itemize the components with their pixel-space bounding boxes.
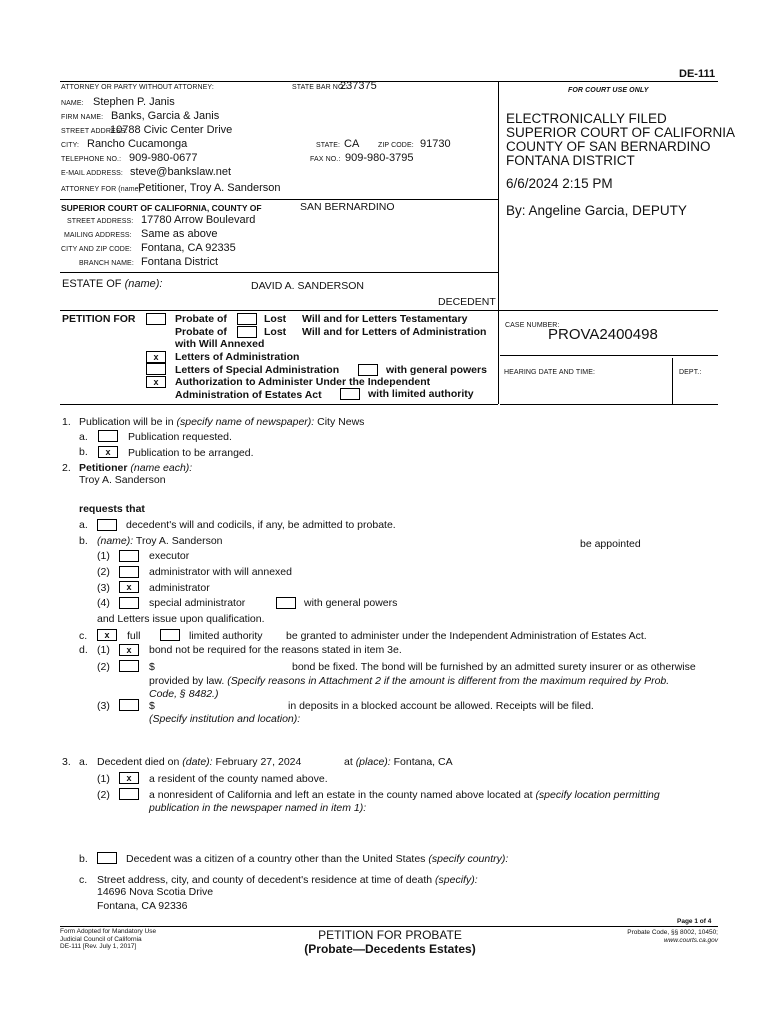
item2b-hint: (name): [97, 535, 134, 547]
court-bottom-rule [60, 272, 498, 273]
item3-r2-text: a nonresident of California and left an estate in the county named above located at [149, 789, 533, 801]
bar-no: 237375 [340, 80, 377, 92]
opt2a: Probate of [175, 326, 227, 338]
d2-hint: (Specify reasons in Attachment 2 if the amount is different from the maximum required by Prob. [227, 675, 670, 687]
c-full: full [127, 630, 141, 642]
r3-text: administrator [149, 582, 210, 594]
item2b: b. [79, 535, 88, 547]
footer-left [60, 928, 156, 951]
attorney-for: Petitioner, Troy A. Sanderson [138, 182, 281, 194]
court-use-label: FOR COURT USE ONLY [568, 87, 649, 94]
r2-text: administrator with will annexed [149, 566, 292, 578]
d3-num: (3) [97, 700, 110, 712]
item2-line [79, 462, 192, 474]
publication-requested-checkbox[interactable] [98, 430, 118, 442]
d3-dollar: $ [149, 700, 155, 712]
state: CA [344, 138, 360, 150]
form-number: DE-111 [679, 68, 716, 80]
be-appointed: be appointed [580, 538, 641, 550]
name-label: NAME: [61, 100, 84, 107]
opt2c: Will and for Letters of Administration [302, 326, 487, 338]
item3c-line [97, 874, 478, 886]
footer-rule [60, 926, 718, 927]
zip: 91730 [420, 138, 451, 150]
d2-line2 [149, 675, 669, 687]
court-county: SAN BERNARDINO [300, 201, 395, 213]
item2c: c. [79, 630, 88, 642]
footer-title [290, 928, 490, 956]
admit-will-checkbox[interactable] [97, 519, 117, 531]
estate-name: DAVID A. SANDERSON [251, 280, 364, 292]
lost-will-checkbox-1[interactable] [237, 313, 257, 325]
bond-fixed-checkbox[interactable] [119, 660, 139, 672]
case-number-label: CASE NUMBER: [505, 322, 560, 329]
efile-date: 6/6/2024 2:15 PM [506, 176, 613, 191]
r2-num: (2) [97, 566, 110, 578]
fax-label: FAX NO.: [310, 156, 341, 163]
item1b-text: Publication to be arranged. [128, 447, 254, 459]
item3-r1-text: a resident of the county named above. [149, 773, 328, 785]
street-label: STREET ADDRESS: [61, 128, 128, 135]
estate-label [62, 278, 162, 290]
petition-bottom-rule [60, 404, 498, 405]
d3-text: in deposits in a blocked account be allowed. Receipts will be filed. [288, 700, 594, 712]
city: Rancho Cucamonga [87, 138, 188, 150]
opt1b: Lost [264, 313, 287, 325]
courts-site[interactable]: www.courts.ca.gov [663, 937, 718, 944]
case-number: PROVA2400498 [548, 326, 658, 343]
residence-line-2: Fontana, CA 92336 [97, 900, 188, 912]
court-header: SUPERIOR COURT OF CALIFORNIA, COUNTY OF [61, 203, 262, 213]
efile-line-3: COUNTY OF SAN BERNARDINO [506, 139, 711, 154]
r4b-text: with general powers [304, 597, 398, 609]
limited-authority-checkbox[interactable] [340, 388, 360, 400]
opt5b: Administration of Estates Act [175, 389, 322, 401]
estate-bottom-rule [60, 310, 718, 311]
item1-text: Publication will be in [79, 416, 174, 428]
c-limited: limited authority [189, 630, 263, 642]
fax: 909-980-3795 [345, 152, 414, 164]
r4-num: (4) [97, 597, 110, 609]
item1a: a. [79, 431, 88, 443]
probate-code: Probate Code, §§ 8002, 10450; [627, 929, 718, 936]
case-bottom-rule [500, 355, 718, 356]
opt5c: with limited authority [368, 388, 474, 400]
item3b-line [126, 853, 508, 865]
r3-num: (3) [97, 582, 110, 594]
d1-num: (1) [97, 644, 110, 656]
blocked-account-checkbox[interactable] [119, 699, 139, 711]
opt1c: Will and for Letters Testamentary [302, 313, 468, 325]
dept-label: DEPT.: [679, 369, 702, 376]
estate-name-hint: (name): [124, 278, 163, 290]
attorney-bottom-rule [60, 199, 498, 200]
petitioner-hint: (name each): [130, 462, 193, 474]
item3-num: 3. [62, 756, 71, 768]
death-date: February 27, 2024 [215, 756, 302, 768]
d3-hint: (Specify institution and location): [149, 713, 301, 725]
item3a-line [97, 756, 301, 768]
date-hint: (date): [182, 756, 213, 768]
footer-left-3: DE-111 [Rev. July 1, 2017] [60, 943, 137, 950]
item3c-hint: (specify): [435, 874, 478, 886]
item3b-hint: (specify country): [428, 853, 509, 865]
street-address: 10788 Civic Center Drive [110, 124, 233, 136]
item2a-text: decedent's will and codicils, if any, be admitted to probate. [126, 519, 396, 531]
estate-of: ESTATE OF [62, 278, 122, 290]
publication-arranged-checkbox[interactable]: x [98, 446, 118, 458]
footer-right [616, 929, 718, 945]
court-street: 17780 Arrow Boulevard [141, 214, 256, 226]
nonresident-checkbox[interactable] [119, 788, 139, 800]
page-number: Page 1 of 4 [677, 918, 712, 925]
item3b: b. [79, 853, 88, 865]
court-branch-label: BRANCH NAME: [79, 260, 134, 267]
efile-deputy: By: Angeline Garcia, DEPUTY [506, 203, 687, 218]
item1b: b. [79, 446, 88, 458]
court-street-label: STREET ADDRESS: [67, 218, 134, 225]
general-powers-checkbox[interactable] [358, 364, 378, 376]
item1a-text: Publication requested. [128, 431, 232, 443]
d1-text: bond not be required for the reasons stated in item 3e. [149, 644, 402, 656]
header-divider [498, 81, 499, 311]
d2-hint2: Code, § 8482.) [149, 688, 219, 700]
limited-authority-checkbox-2[interactable] [160, 629, 180, 641]
iaea-checkbox[interactable]: x [146, 376, 166, 388]
court-mailing: Same as above [141, 228, 218, 240]
footer-left-1: Form Adopted for Mandatory Use [60, 928, 157, 935]
efile-line-2: SUPERIOR COURT OF CALIFORNIA [506, 125, 736, 140]
appointee-name: Troy A. Sanderson [135, 535, 223, 547]
firm-name: Banks, Garcia & Janis [111, 110, 220, 122]
admin-will-annexed-checkbox[interactable] [119, 566, 139, 578]
decedent-label: DECEDENT [438, 296, 496, 308]
hearing-label: HEARING DATE AND TIME: [504, 369, 596, 376]
firm-label: FIRM NAME: [61, 114, 104, 121]
dept-divider [672, 358, 673, 404]
opt4: Letters of Special Administration [175, 364, 340, 376]
item2a: a. [79, 519, 88, 531]
letters-admin-checkbox[interactable]: x [146, 351, 166, 363]
state-label: STATE: [316, 142, 341, 149]
zip-label: ZIP CODE: [378, 142, 414, 149]
item1-line [79, 416, 364, 428]
letters-issue: and Letters issue upon qualification. [97, 613, 265, 625]
efile-line-1: ELECTRONICALLY FILED [506, 111, 667, 126]
d2-num: (2) [97, 661, 110, 673]
opt2b: Lost [264, 326, 287, 338]
header-top-rule [60, 81, 718, 82]
petitioner-label: Petitioner [79, 462, 128, 474]
petitioner-name: Troy A. Sanderson [79, 474, 166, 486]
court-city: Fontana, CA 92335 [141, 242, 236, 254]
item3c-text: Street address, city, and county of decedent's residence at time of death [97, 874, 433, 886]
d2-text: bond be fixed. The bond will be furnished by an admitted surety insurer or as otherwise [292, 661, 696, 673]
email: steve@bankslaw.net [130, 166, 232, 178]
opt3: Letters of Administration [175, 351, 300, 363]
item3-r2-hint: (specify location permitting [535, 789, 660, 801]
place-line [344, 756, 453, 768]
c-text: be granted to administer under the Independent Administration of Estates Act. [286, 630, 647, 642]
resident-checkbox[interactable]: x [119, 772, 139, 784]
item1-hint: (specify name of newspaper): [176, 416, 315, 428]
probate-will-checkbox[interactable] [146, 313, 166, 325]
item3b-text: Decedent was a citizen of a country other than the United States [126, 853, 426, 865]
full-authority-checkbox[interactable]: x [97, 629, 117, 641]
attorney-header-label: ATTORNEY OR PARTY WITHOUT ATTORNEY: [61, 84, 214, 91]
petition-for-label: PETITION FOR [62, 313, 136, 325]
bond-not-required-checkbox[interactable]: x [119, 644, 139, 656]
attorney-name: Stephen P. Janis [93, 96, 175, 108]
place-hint: (place): [355, 756, 391, 768]
footer-title-1: PETITION FOR PROBATE [318, 928, 462, 942]
court-branch: Fontana District [141, 256, 219, 268]
lost-will-checkbox-2[interactable] [237, 326, 257, 338]
item3-r2-line [149, 789, 660, 801]
item1-num: 1. [62, 416, 71, 428]
requests-that: requests that [79, 503, 145, 515]
opt5: Authorization to Administer Under the Independent [175, 376, 431, 388]
r1-num: (1) [97, 550, 110, 562]
court-mailing-label: MAILING ADDRESS: [64, 232, 132, 239]
newspaper: City News [317, 416, 365, 428]
r4-general-powers-checkbox[interactable] [276, 597, 296, 609]
item3-r2-hint2: publication in the newspaper named in item 1): [149, 802, 367, 814]
opt1a: Probate of [175, 313, 227, 325]
city-label: CITY: [61, 142, 80, 149]
residence-line-1: 14696 Nova Scotia Drive [97, 886, 214, 898]
attorney-for-label: ATTORNEY FOR (name): [61, 186, 144, 193]
item3c: c. [79, 874, 88, 886]
hearing-bottom-rule [500, 404, 718, 405]
phone-label: TELEPHONE NO.: [61, 156, 122, 163]
phone: 909-980-0677 [129, 152, 198, 164]
petition-divider [498, 310, 499, 404]
opt4b: with general powers [386, 364, 487, 376]
item2b-line [97, 535, 223, 547]
bar-no-label: STATE BAR NO.: [292, 84, 348, 91]
item3-r2-num: (2) [97, 789, 110, 801]
item2d: d. [79, 644, 88, 656]
r1-text: executor [149, 550, 190, 562]
item3a: a. [79, 756, 88, 768]
d2-text2: provided by law. [149, 675, 225, 687]
email-label: E-MAIL ADDRESS: [61, 170, 123, 177]
item2-num: 2. [62, 462, 71, 474]
administrator-checkbox[interactable]: x [119, 581, 139, 593]
item3-r1-num: (1) [97, 773, 110, 785]
footer-title-2: (Probate—Decedents Estates) [304, 942, 476, 956]
special-administrator-checkbox[interactable] [119, 597, 139, 609]
place-label: at [344, 756, 353, 768]
death-place: Fontana, CA [393, 756, 453, 768]
special-admin-checkbox[interactable] [146, 363, 166, 375]
d2-dollar: $ [149, 661, 155, 673]
footer-left-2: Judicial Council of California [60, 935, 142, 943]
efile-line-4: FONTANA DISTRICT [506, 153, 635, 168]
foreign-citizen-checkbox[interactable] [97, 852, 117, 864]
r4-text: special administrator [149, 597, 246, 609]
opt2d: with Will Annexed [175, 338, 265, 350]
executor-checkbox[interactable] [119, 550, 139, 562]
court-city-label: CITY AND ZIP CODE: [61, 246, 132, 253]
item3a-text: Decedent died on [97, 756, 180, 768]
